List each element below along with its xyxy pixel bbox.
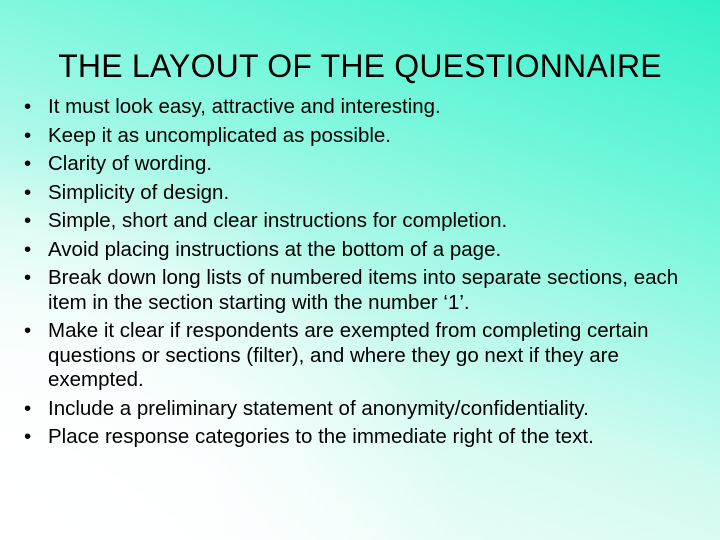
- bullet-item: [24, 266, 714, 315]
- bullet-item: [24, 95, 714, 120]
- bullet-icon: •: [24, 123, 32, 147]
- bullet-item: [24, 152, 714, 177]
- bullet-icon: •: [24, 95, 32, 118]
- bullet-item: [24, 319, 714, 393]
- bullet-text: Make it clear if respondents are exempted from completing certain questions or sections (filter), and where they go next if they are exempted.: [48, 319, 649, 391]
- bullet-text: Simple, short and clear instructions for completion.: [48, 209, 508, 232]
- bullet-text: It must look easy, attractive and interesting.: [48, 95, 441, 118]
- bullet-text: Break down long lists of numbered items into separate sections, each item in the section starting with the number ‘1’.: [48, 266, 679, 314]
- bullet-text: Simplicity of design.: [48, 180, 230, 204]
- bullet-icon: •: [24, 319, 32, 342]
- bullet-icon: •: [24, 180, 32, 204]
- bullet-icon: •: [24, 152, 32, 175]
- bullet-icon: •: [24, 237, 32, 261]
- bullet-text: Clarity of wording.: [48, 152, 213, 175]
- bullet-text: Include a preliminary statement of anonymity/confidentiality.: [48, 396, 589, 420]
- bullet-text: Avoid placing instructions at the bottom of a page.: [48, 237, 502, 261]
- bullet-item: [24, 124, 714, 149]
- bullet-list: [24, 95, 714, 454]
- bullet-icon: •: [24, 396, 32, 420]
- bullet-item: [24, 397, 714, 422]
- bullet-item: [24, 238, 714, 263]
- bullet-icon: •: [24, 266, 32, 289]
- bullet-item: [24, 181, 714, 206]
- bullet-item: [24, 209, 714, 234]
- bullet-icon: •: [24, 425, 32, 448]
- slide-title: THE LAYOUT OF THE QUESTIONNAIRE: [58, 48, 662, 84]
- bullet-icon: •: [24, 209, 32, 232]
- bullet-item: [24, 425, 714, 450]
- bullet-text: Place response categories to the immediate right of the text.: [48, 425, 594, 448]
- bullet-text: Keep it as uncomplicated as possible.: [48, 123, 392, 147]
